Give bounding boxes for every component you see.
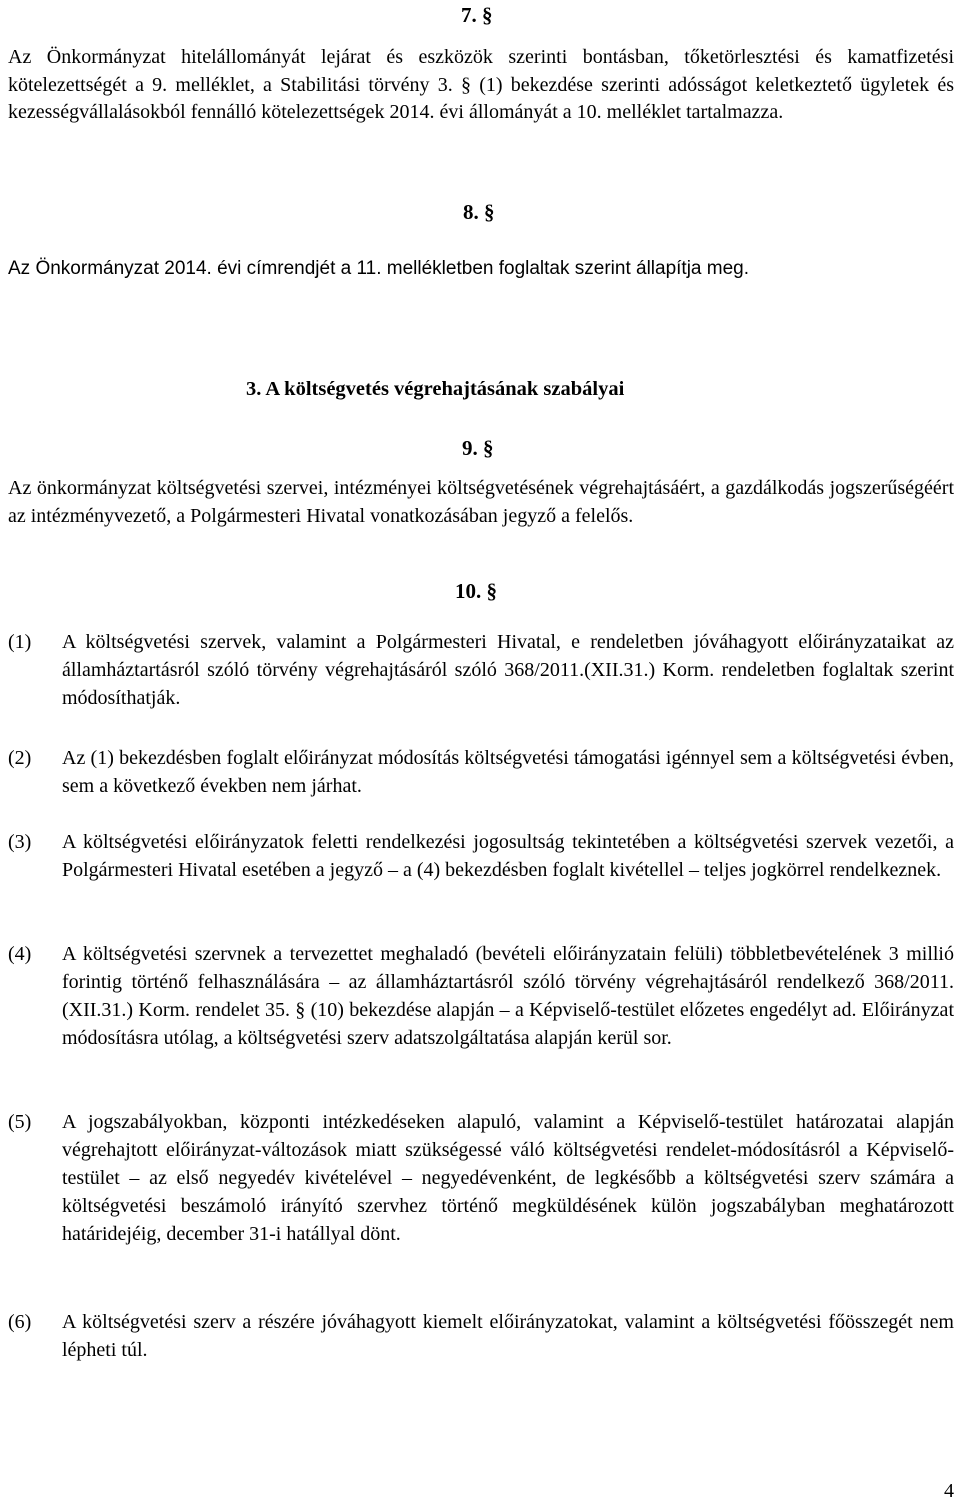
item-number: (2) <box>8 747 32 769</box>
item-number: (5) <box>8 1111 32 1133</box>
item-text: A költségvetési szervek, valamint a Polgármesteri Hivatal, e rendeletben jóváhagyott előirányzataikat az államháztartásról szóló törvény végrehajtásáról szóló 368/2011.(XII.31.) Korm. rendeletben foglaltak szerint módosíthatják. <box>62 631 954 709</box>
section-7-heading: 7. § <box>461 3 493 27</box>
section-9-paragraph: Az önkormányzat költségvetési szervei, intézményei költségvetésének végrehajtásáért, a gazdálkodás jogszerűségéért az intézményvezető, a Polgármesteri Hivatal vonatkozásában jegyző a felelős. <box>8 477 954 527</box>
page-number: 4 <box>944 1480 954 1502</box>
section-10-heading: 10. § <box>455 579 497 603</box>
list-item <box>8 628 954 712</box>
item-text: A költségvetési előirányzatok feletti rendelkezési jogosultság tekintetében a költségvetési szervek vezetői, a Polgármesteri Hivatal esetében a jegyző – a (4) bekezdésben foglalt kivétellel – teljes jogkörrel rendelkeznek. <box>62 831 954 881</box>
item-text: Az (1) bekezdésben foglalt előirányzat módosítás költségvetési támogatási igénnyel sem a költségvetési évben, sem a következő években nem járhat. <box>62 747 954 797</box>
section-9-heading: 9. § <box>462 436 494 460</box>
list-item <box>8 1108 954 1248</box>
list-item <box>8 940 954 1052</box>
list-item <box>8 1308 954 1364</box>
section-7-paragraph: Az Önkormányzat hitelállományát lejárat és eszközök szerinti bontásban, tőketörlesztési és kamatfizetési kötelezettségét a 9. melléklet, a Stabilitási törvény 3. § (1) bekezdése szerinti adósságot keletkeztető ügyletek és kezességvállalásokból fennálló kötelezettségek 2014. évi állományát a 10. melléklet tartalmazza. <box>8 46 954 123</box>
section-8-paragraph: Az Önkormányzat 2014. évi címrendjét a 11. mellékletben foglaltak szerint állapítja meg. <box>8 258 750 279</box>
item-number: (6) <box>8 1311 32 1333</box>
item-number: (1) <box>8 631 32 653</box>
chapter-heading: 3. A költségvetés végrehajtásának szabályai <box>246 378 625 400</box>
item-number: (3) <box>8 831 32 853</box>
item-text: A költségvetési szervnek a tervezettet meghaladó (bevételi előirányzatain felüli) többletbevételének 3 millió forintig történő felhasználására – az államháztartásról szóló törvény végrehajtásáról rendelkező 368/2011. (XII.31.) Korm. rendelet 35. § (10) bekezdése alapján – a Képviselő-testület előzetes engedélyt ad. Előirányzat módosításra utólag, a költségvetési szerv adatszolgáltatása alapján kerül sor. <box>62 943 954 1049</box>
list-item <box>8 828 954 884</box>
item-text: A költségvetési szerv a részére jóváhagyott kiemelt előirányzatokat, valamint a költségvetési főösszegét nem lépheti túl. <box>62 1311 954 1361</box>
list-item <box>8 744 954 800</box>
item-text: A jogszabályokban, központi intézkedéseken alapuló, valamint a Képviselő-testület határozatai alapján végrehajtott előirányzat-változások miatt szükségessé váló költségvetési rendelet-módosításról a Képviselő-testület – az első negyedév kivételével – negyedévenként, de legkésőbb a költségvetési szerv számára a költségvetési beszámoló irányító szervhez történő megküldésének külön jogszabályban meghatározott határidejéig, december 31-i hatállyal dönt. <box>62 1111 954 1245</box>
item-number: (4) <box>8 943 32 965</box>
section-8-heading: 8. § <box>463 200 495 224</box>
